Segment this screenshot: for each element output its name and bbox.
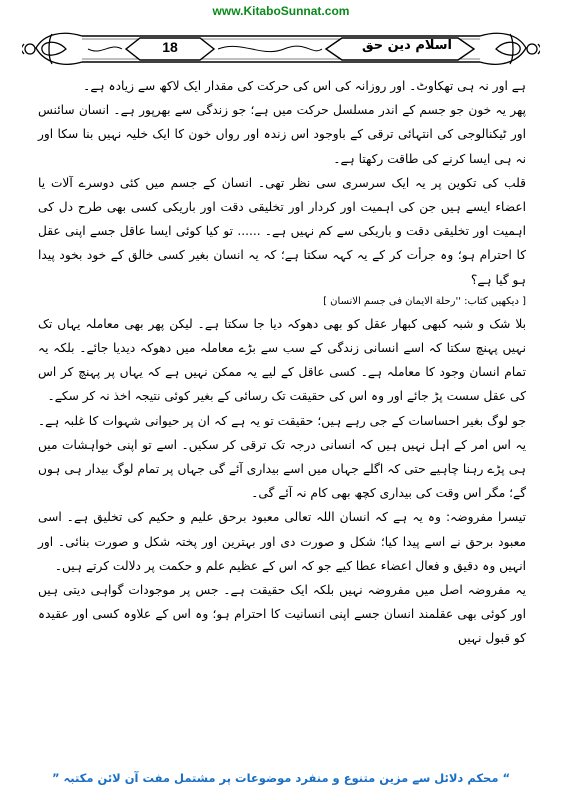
ornamental-header-frame (22, 26, 540, 72)
paragraph-2: پھر یہ خون جو جسم کے اندر مسلسل حرکت میں ہے؛ جو زندگی سے بھرپور ہے۔ انسان سائنس اور ٹیکنالوجی کی انتہائی ترقی کے باوجود اس زندہ اور رواں خون کا ایک خلیہ نہیں بنا سکا اور نہ ہی ایسا کرنے کی طاقت رکھتا ہے۔ (38, 103, 526, 166)
footer-quote-close: ” (51, 771, 60, 785)
book-reference: [ دیکھیں کتاب: ''رحلة الایمان فی جسم الانسان ] (323, 295, 526, 307)
paragraph-3: قلب کی تکوین پر یہ ایک سرسری سی نظر تھی۔ انسان کے جسم میں کئی دوسرے آلات یا اعضاء ایسے ہیں جن کی اہمیت اور کردار اور تخلیقی دقت اور باریکی کسی بھی طرح دل کی اہمیت اور تخلیقی دقت و باریکی سے کم نہیں ہے۔ ...... تو کیا کوئی ایسا عاقل جسے اپنی عقل کا احترام ہو؛ وہ جرأت کر کے یہ کہہ سکتا ہے؛ کہ یہ انسان بغیر کسی خالق کے خود بخود پیدا ہو گیا ہے؟ (38, 175, 526, 287)
footer-tagline (0, 771, 562, 785)
site-url[interactable]: www.KitaboSunnat.com (212, 4, 350, 18)
page-body (38, 74, 526, 651)
book-title: اسلام دین حق (361, 38, 453, 53)
paragraph-6: تیسرا مفروضہ: وہ یہ ہے کہ انسان اللہ تعالی معبود برحق علیم و حکیم کی تخلیق ہے۔ اسی معبود برحق نے اسے پیدا کیا؛ شکل و صورت دی اور بہترین اور پختہ شکل و صورت بنائی۔ اور انہیں وہ دقیق و فعال اعضاء عطا کیے جو کہ اس کے عظیم علم و حکمت پر دلالت کرتے ہیں۔ (38, 510, 526, 573)
paragraph-1: ہے اور نہ ہی تھکاوٹ۔ اور روزانہ کی اس کی حرکت کی مقدار ایک لاکھ سے زیادہ ہے۔ (83, 79, 526, 93)
paragraph-7: یہ مفروضہ اصل میں مفروضہ نہیں بلکہ ایک حقیقت ہے۔ جس پر موجودات گواہی دیتی ہیں اور کوئی بھی عقلمند انسان جسے اپنی انسانیت کا احترام ہو؛ وہ اس کے علاوہ کسی اور عقیدہ کو قبول نہیں (38, 583, 526, 646)
footer-quote-open: “ (502, 771, 511, 785)
page-number: 18 (162, 39, 178, 55)
footer-text: محکم دلائل سے مزین متنوع و منفرد موضوعات پر مشتمل مفت آن لائن مکتبہ (63, 771, 499, 785)
paragraph-4: بلا شک و شبہ کبھی کبھار عقل کو بھی دھوکہ دیا جا سکتا ہے۔ لیکن پھر بھی معاملہ یہاں تک نہیں پہنچ سکتا کہ اسے انسانی زندگی کے سب سے بڑے معاملہ میں دھوکہ دیدیا جائے۔ بلکہ یہ تمام انسان وجود کا معاملہ ہے۔ کسی عاقل کے لیے یہ ممکن نہیں ہے کہ یہاں پر پہنچ کر اس کی عقل سست پڑ جائے اور وہ اس کی حقیقت تک رسائی کے بغیر کوئی نتیجہ اخذ نہ کر سکے۔ (38, 316, 526, 404)
paragraph-5: جو لوگ بغیر احساسات کے جی رہے ہیں؛ حقیقت تو یہ ہے کہ ان پر حیوانی شہوات کا غلبہ ہے۔ یہ اس امر کے اہل نہیں ہیں کہ انسانی درجہ تک ترقی کر سکیں۔ اسے تو اپنی خواہشات میں ہی پڑے رہنا چاہیے حتی کہ اگلے جہاں میں اسے بیداری آئے گی جہاں پر تمام لوگ بیدار ہی ہوں گے؛ مگر اس وقت کی بیداری کچھ بھی کام نہ آئے گی۔ (38, 413, 526, 501)
page-header (22, 26, 540, 72)
